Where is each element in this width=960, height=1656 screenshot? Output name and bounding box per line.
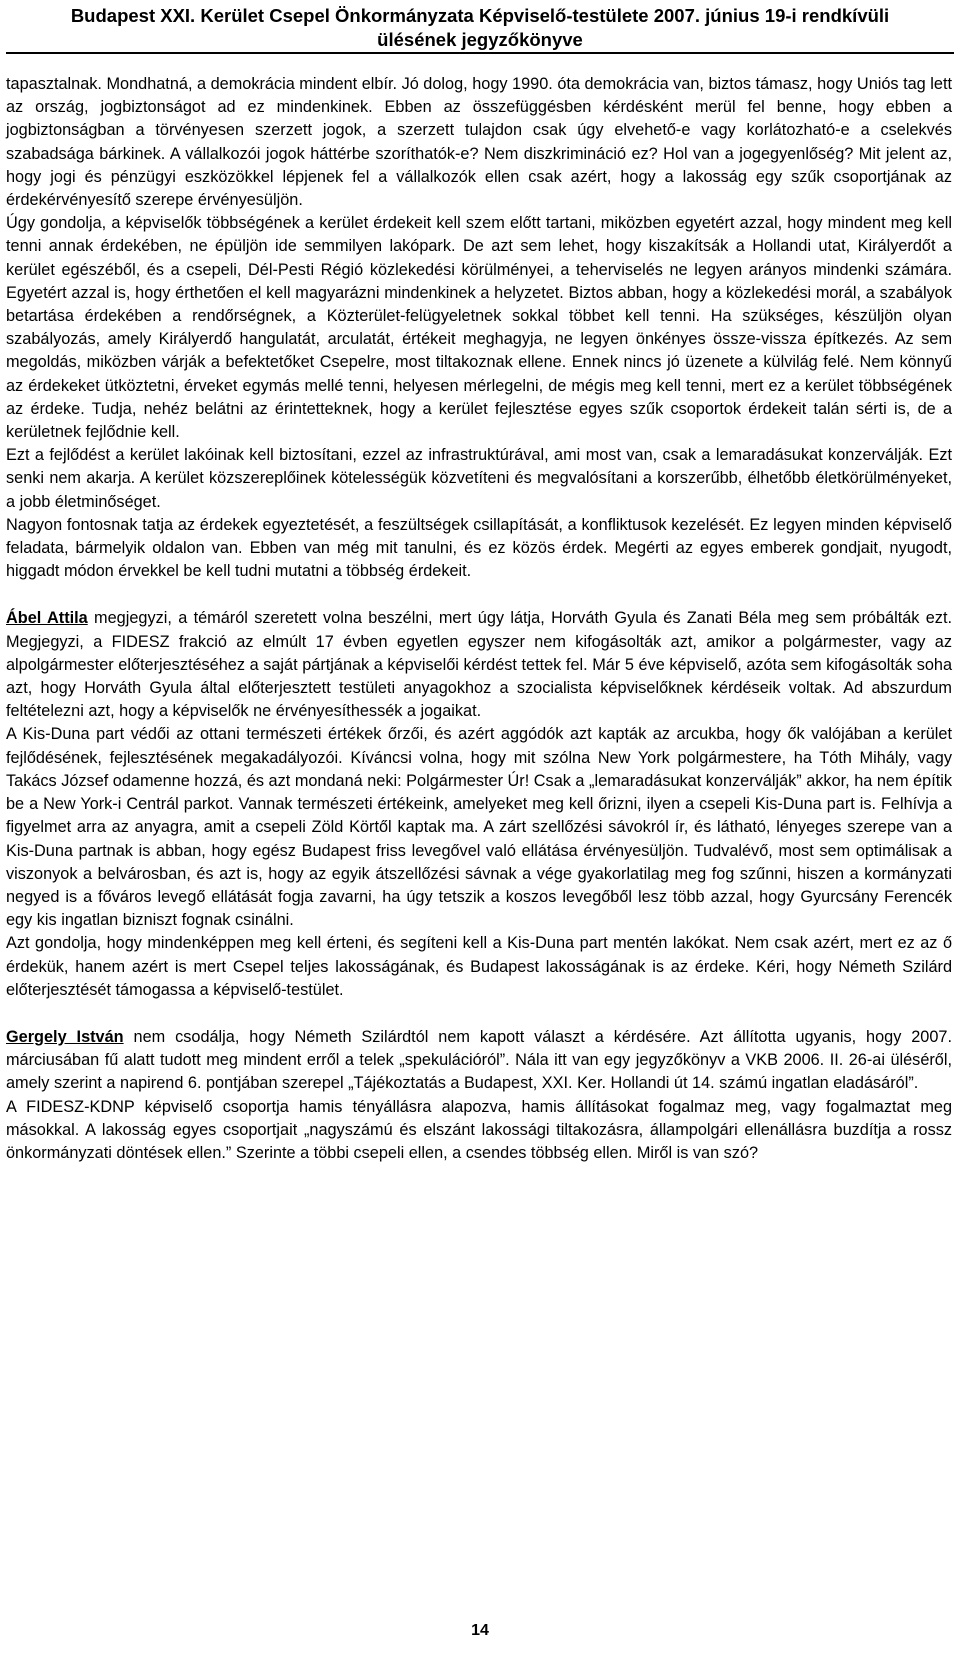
- paragraph: Nagyon fontosnak tatja az érdekek egyeztetését, a feszültségek csillapítását, a konfliktusok kezelését. Ez legyen minden képviselő feladata, bármelyik oldalon van. Ebben van még mit tanulni, és ez közös érdek. Megérti az egyes emberek gondjait, nyugodt, higgadt módon érvekkel be kell tudni mutatni a többség érdekeit.: [6, 515, 952, 581]
- header-line-1: Budapest XXI. Kerület Csepel Önkormányzata Képviselő-testülete 2007. június 19-i rendkívüli: [70, 5, 890, 26]
- speaker-name: Ábel Attila: [6, 609, 88, 628]
- paragraph: A Kis-Duna part védői az ottani természeti értékek őrzői, és azért aggódók azt kapták az arcukba, hogy ők valójában a kerület fejlődésének, fejlesztésének megakadályozói. Kíváncsi volna, hogy mit szólna New York polgármestere, ha Tóth Mihály, vagy Takács József odamenne hozzá, és azt mondaná neki: Polgármester Úr! Csak a „lemaradásukat konzerválják” akkor, ha nem építik be a New York-i Centrál parkot. Vannak természeti értékeink, amelyeket meg kell őrizni, ilyen a csepeli Kis-Duna part is. Felhívja a figyelmet arra az anyagra, amit a csepeli Zöld Körtől kaptak ma. A zárt szellőzési sávokról ír, és látható, lényeges szerepe van a Kis-Duna partnak is abban, hogy egész Budapest friss levegővel való ellátása érvényesüljön. Tudvalévő, most sem optimálisak a viszonyok a belvárosban, és azt is, hogy az egyik átszellőzési sávnak a vége gyakorlatilag meg fog szűnni, hiszen a kormányzati negyed is a főváros levegő ellátását fogja zavarni, ha úgy tetszik a koszos levegőből lesz több azzal, hogy Gyurcsány Ferencék egy kis ingatlan bizniszt fognak csinálni.: [6, 725, 952, 930]
- header-line-2: ülésének jegyzőkönyve: [377, 29, 583, 50]
- paragraph: A FIDESZ-KDNP képviselő csoportja hamis tényállásra alapozva, hamis állításokat fogalmaz meg, vagy fogalmaztat meg másokkal. A lakosság egyes csoportjait „nagyszámú és elszánt lakossági tiltakozásra, állampolgári ellenállásra buzdítja a rossz önkormányzati döntések ellen.” Szerinte a többi csepeli ellen, a csendes többség ellen. Miről is van szó?: [6, 1097, 952, 1162]
- speaker-name: Gergely István: [6, 1027, 124, 1046]
- speech-paragraph: [6, 607, 952, 723]
- paragraph: tapasztalnak. Mondhatná, a demokrácia mindent elbír. Jó dolog, hogy 1990. óta demokrácia van, biztos támasz, hogy Uniós tag lett az ország, jogbiztonságot ad ez mindenkinek. Ebben az összefüggésben kérdésként merül fel benne, hogy ebben a jogbiztonságban a törvényesen szerzett jogok, a szerzett tulajdon csak úgy elvehető-e vagy korlátozható-e a cselekvés szabadsága bárkinek. A vállalkozói jogok háttérbe szoríthatók-e? Nem diszkrimináció ez? Hol van a jogegyenlőség? Mit jelent az, hogy jogi és pénzügyi eszközökkel lépjenek fel a vállalkozók ellen csak azért, hogy a lakosság egy szűk csoportjának az érdekérvényesítő szerepe érvényesüljön.: [6, 75, 952, 210]
- paragraph: Úgy gondolja, a képviselők többségének a kerület érdekeit kell szem előtt tartani, miközben egyetért azzal, hogy mindent meg kell tenni annak érdekében, ne épüljön ide semmilyen lakópark. De azt sem lehet, hogy kiszakítsák a Hollandi utat, Királyerdőt a kerület egészéből, és a csepeli, Dél-Pesti Régió közlekedési körülményei, a teherviselés ne legyen arányos mindenki számára. Egyetért azzal is, hogy érthetően el kell magyarázni mindenkinek a helyzetet. Biztos abban, hogy a közlekedési morál, a szabályok betartása érdekében a rendőrségnek, a Közterület-felügyeletnek sokkal többet kell tenni. Ha szükséges, készüljön olyan szabályozás, amely Királyerdő hangulatát, arculatát, értékeit meghagyja, ne legyen önkényes össze-vissza építkezés. Az sem megoldás, miközben várják a befektetőket Csepelre, most tiltakoznak ellene. Ennek nincs jó üzenete a külvilág felé. Nem könnyű az érdekeket ütköztetni, érveket egymás mellé tenni, helyesen mérlegelni, de mégis meg kell tenni, mert ez a kerület többségének az érdeke. Tudja, nehéz belátni az érintetteknek, hogy a kerület fejlesztése egyes szűk csoportok érdekeit talán sérti is, de a kerületnek fejlődnie kell.: [6, 214, 952, 442]
- document-body: [6, 73, 952, 1165]
- page-number: 14: [471, 1622, 489, 1639]
- paragraph-gap: [6, 583, 952, 607]
- paragraph-gap: [6, 1002, 952, 1026]
- speech-text: nem csodálja, hogy Németh Szilárdtól nem kapott választ a kérdésére. Azt állította ugyanis, hogy 2007. márciusában fű alatt tudott meg mindent erről a telek „spekulációról”. Nála itt van egy jegyzőkönyv a VKB 2006. II. 26-ai üléséről, amely szerint a napirend 6. pontjában szerepel „Tájékoztatás a Budapest, XXI. Ker. Hollandi út 14. számú ingatlan eladásáról”.: [6, 1027, 952, 1093]
- paragraph: Ezt a fejlődést a kerület lakóinak kell biztosítani, ezzel az infrastruktúrával, ami most van, csak a lemaradásukat konzerválják. Ezt senki nem akarja. A kerület közszereplőinek kötelességük közvetíteni és megvalósítani a korszerűbb, élhetőbb életkörülményeket, a jobb életminőséget.: [6, 446, 952, 511]
- paragraph: Azt gondolja, hogy mindenképpen meg kell érteni, és segíteni kell a Kis-Duna part mentén lakókat. Nem csak azért, mert ez az ő érdekük, hanem azért is mert Csepel teljes lakosságának, és Budapest lakosságának is az érdeke. Kéri, hogy Németh Szilárd előterjesztését támogassa a képviselő-testület.: [6, 934, 952, 999]
- speech-paragraph: [6, 1026, 952, 1096]
- speech-text: megjegyzi, a témáról szeretett volna beszélni, mert úgy látja, Horváth Gyula és Zanati Béla meg sem próbálták ezt. Megjegyzi, a FIDESZ frakció az elmúlt 17 évben egyetlen egyszer nem kifogásolták azt, amikor a polgármester, vagy az alpolgármester előterjesztéséhez a saját pártjának a képviselői kérdést tettek fel. Már 5 éve képviselő, azóta sem kifogásolták soha azt, hogy Horváth Gyula által előterjesztett testületi anyagokhoz a szocialista képviselőknek kérdéseik voltak. Ad abszurdum feltételezni azt, hogy a képviselők ne érvényesíthessék a jogaikat.: [6, 609, 952, 721]
- document-header: [0, 4, 960, 52]
- header-divider: [6, 52, 954, 54]
